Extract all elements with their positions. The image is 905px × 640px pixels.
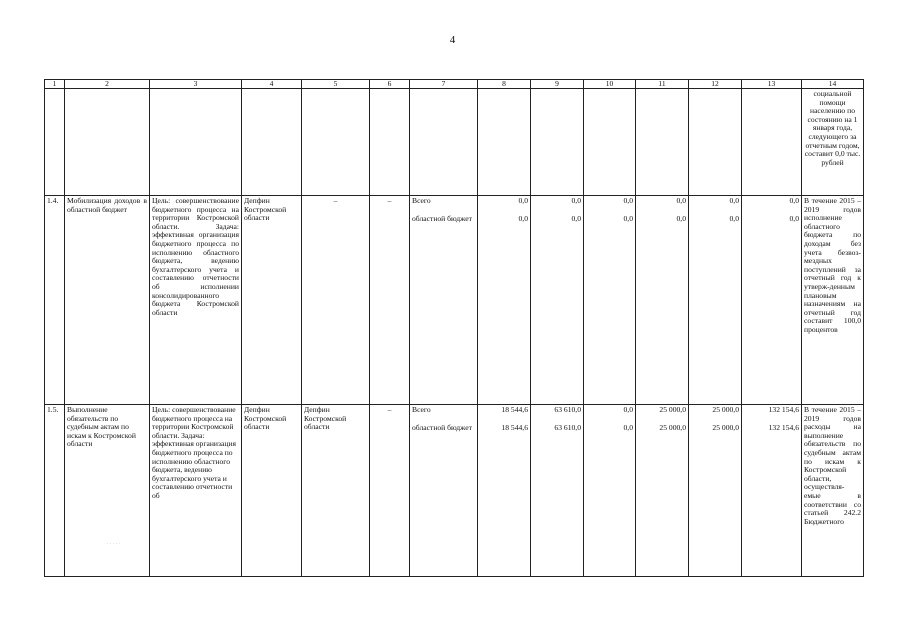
col5-cell: Депфин Костромской области: [302, 405, 370, 577]
col-header: 11: [636, 80, 689, 89]
col-header: 1: [45, 80, 65, 89]
table-row: [45, 196, 864, 405]
value-total: 0,0: [518, 196, 528, 205]
value-regional: 0,0: [729, 213, 739, 223]
col6-cell: –: [370, 405, 410, 577]
budget-table: [44, 79, 864, 577]
value-total: 63 610,0: [554, 405, 581, 414]
goal-cell: Цель: совершенствование бюджетного процесса на территории Костромской области. Задача: эффективная организация бюджетного процесса по исполнению областного бюджета, ведению бухгалтерского учета и составлению отчетности об: [150, 405, 242, 577]
col-header: 10: [584, 80, 636, 89]
value-total: 0,0: [676, 196, 686, 205]
table-row: [45, 405, 864, 577]
value-regional: 18 544,6: [501, 422, 528, 432]
source-regional: областной бюджет: [412, 213, 472, 223]
result-cell: социальной помощи населению по состоянию на 1 января года, следующего за отчетным годом, составит 0,0 тыс. рублей: [802, 89, 864, 196]
source-total: Всего: [412, 196, 431, 205]
result-cell: В течение 2015 – 2019 годов исполнение областного бюджета по доходам без учета безвоз-мездных поступлений за отчетный год к утверж-денным плановым назначениям на отчетный год составит 100,0 процентов: [802, 196, 864, 405]
goal-cell: Цель: совершенствование бюджетного процесса на территории Костромской области. Задача: эффективная организация бюджетного процесса по исполнению областного бюджета, ведению бухгалтерского учета и составлению отчетности об исполнении консолидированного бюджета Костромской области: [150, 196, 242, 405]
col-header: 13: [742, 80, 802, 89]
value-total: 132 154,6: [768, 405, 799, 414]
col5-cell: –: [302, 196, 370, 405]
funding-source: [410, 405, 478, 577]
value-regional: 25 000,0: [659, 422, 686, 432]
value-total: 0,0: [623, 196, 633, 205]
value-total: 0,0: [571, 196, 581, 205]
col-header: 5: [302, 80, 370, 89]
value-total: 25 000,0: [659, 405, 686, 414]
col-header: 9: [531, 80, 584, 89]
value-regional: 0,0: [623, 213, 633, 223]
value-regional: 0,0: [789, 213, 799, 223]
col-header: 6: [370, 80, 410, 89]
col-header: 14: [802, 80, 864, 89]
value-total: 0,0: [789, 196, 799, 205]
col-header: 7: [410, 80, 478, 89]
continuation-row: [45, 89, 864, 196]
page-number: 4: [449, 34, 456, 46]
header-row: [45, 80, 864, 89]
source-total: Всего: [412, 405, 431, 414]
col-header: 12: [689, 80, 742, 89]
col-header: 4: [242, 80, 302, 89]
value-total: 0,0: [729, 196, 739, 205]
value-regional: 0,0: [623, 422, 633, 432]
faint-mark: . . . . .: [107, 539, 121, 546]
executor-cell: Депфин Костромской области: [242, 196, 302, 405]
result-cell: В течение 2015 – 2019 годов расходы на выполнение обязательств по судебным актам по искам к Костромской области, осуществля-емые в соответствии со статьей 242.2 Бюджетного: [802, 405, 864, 577]
funding-source: [410, 196, 478, 405]
col6-cell: –: [370, 196, 410, 405]
value-regional: 0,0: [676, 213, 686, 223]
col-header: 2: [65, 80, 150, 89]
col-header: 3: [150, 80, 242, 89]
value-regional: 132 154,6: [768, 422, 799, 432]
col-header: 8: [478, 80, 531, 89]
value-total: 18 544,6: [501, 405, 528, 414]
executor-cell: Депфин Костромской области: [242, 405, 302, 577]
value-regional: 63 610,0: [554, 422, 581, 432]
value-total: 25 000,0: [712, 405, 739, 414]
activity-name: Выполнение обязательств по судебным актам по искам к Костромской области . . . . .: [65, 405, 150, 577]
row-id: 1.4.: [45, 196, 65, 405]
source-regional: областной бюджет: [412, 422, 472, 432]
value-total: 0,0: [623, 405, 633, 414]
activity-name: Мобилизация доходов в областной бюджет: [65, 196, 150, 405]
value-regional: 0,0: [571, 213, 581, 223]
value-regional: 25 000,0: [712, 422, 739, 432]
value-regional: 0,0: [518, 213, 528, 223]
row-id: 1.5.: [45, 405, 65, 577]
